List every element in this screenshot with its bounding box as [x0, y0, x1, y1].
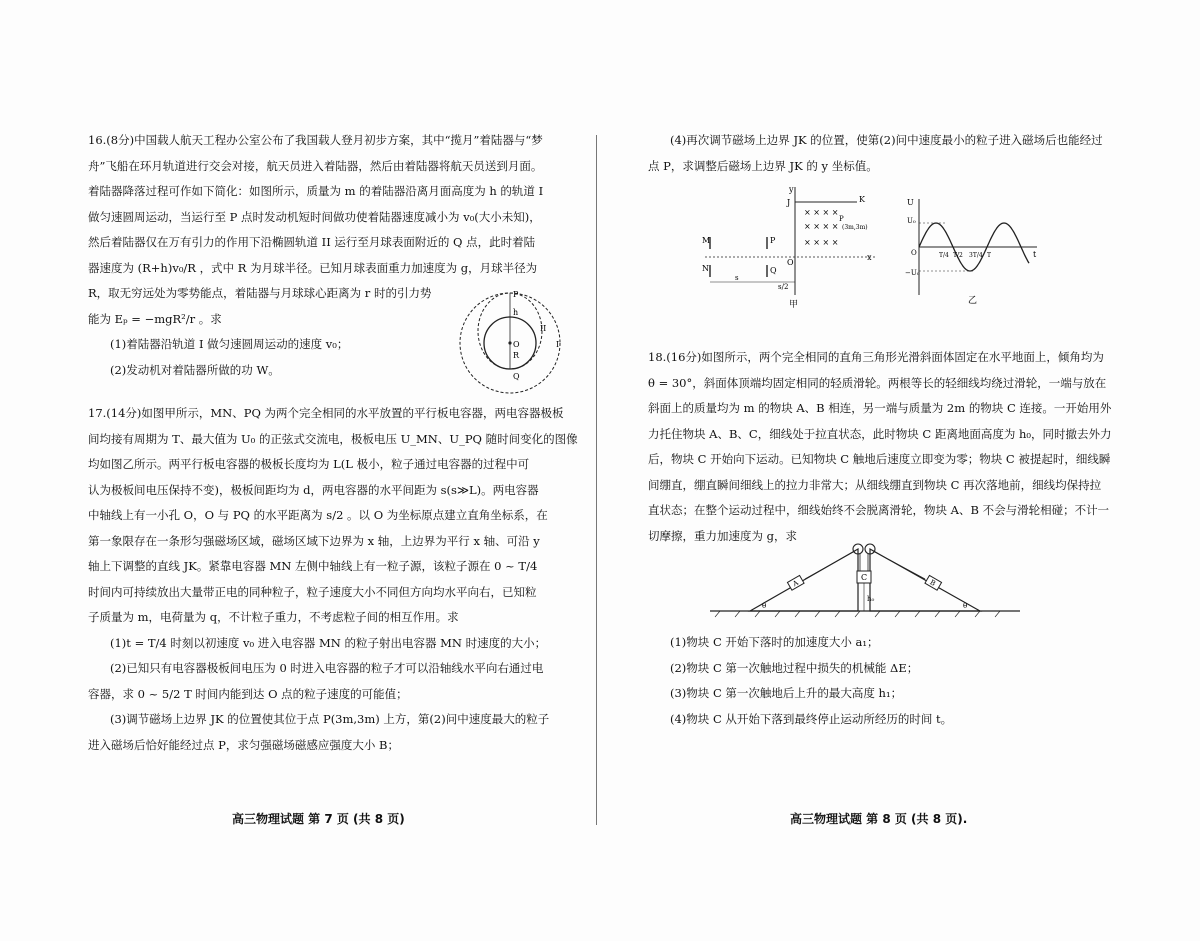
q18-line: 18.(16分)如图所示，两个完全相同的直角三角形光滑斜面体固定在水平地面上，倾角均为	[648, 350, 1104, 364]
left-column	[88, 128, 578, 758]
svg-text:B: B	[928, 578, 937, 588]
orbit-figure	[455, 285, 565, 395]
q16-line: 着陆器降落过程可作如下简化：如图所示，质量为 m 的着陆器沿离月面高度为 h 的轨道 I	[88, 184, 544, 198]
svg-text:× × × ×: × × × ×	[804, 222, 839, 231]
svg-text:h: h	[513, 308, 519, 317]
svg-text:M: M	[702, 236, 711, 245]
svg-text:x: x	[867, 253, 872, 262]
q17-line: 间均接有周期为 T、最大值为 U₀ 的正弦式交流电，极板电压 U_MN、U_PQ 随时间变化的图像	[88, 431, 578, 446]
svg-text:T/4: T/4	[939, 252, 949, 259]
q16-sub: (2)发动机对着陆器所做的功 W。	[110, 362, 280, 377]
svg-text:P: P	[839, 215, 844, 223]
svg-text:T/2: T/2	[953, 252, 963, 259]
q18-sub: (3)物块 C 第一次触地后上升的最大高度 h₁；	[670, 686, 903, 700]
svg-text:J: J	[787, 198, 791, 207]
svg-text:× × × ×: × × × ×	[804, 238, 839, 247]
q17-sub: 容器，求 0 ~ 5/2 T 时间内能到达 O 点的粒子速度的可能值；	[88, 686, 408, 701]
figure-label-yi: 乙	[968, 296, 978, 305]
svg-text:s: s	[735, 274, 739, 282]
q17-line: 均如图乙所示。两平行板电容器的极板长度均为 L(L 极小，粒子通过电容器的过程中可	[88, 457, 530, 471]
q16-line: 然后着陆器仅在万有引力的作用下沿椭圆轨道 II 运行至月球表面附近的 Q 点，此时着陆	[88, 235, 536, 249]
svg-text:O: O	[513, 340, 520, 349]
figure-label-jia: 甲	[789, 300, 799, 310]
svg-text:N: N	[702, 264, 709, 273]
circuit-figure-jia	[695, 185, 885, 310]
q17-line: 中轴线上有一小孔 O，O 与 PQ 的水平距离为 s/2 。以 O 为坐标原点建立直角坐标系，在	[88, 508, 548, 522]
svg-text:Q: Q	[513, 372, 520, 381]
q18-line: 间绷直，绷直瞬间细线上的拉力非常大；从细线绷直到物块 C 再次落地前，细线均保持拉	[648, 477, 1102, 492]
q17-line: 时间内可持续放出大量带正电的同种粒子，粒子速度大小不同但方向均水平向右，已知粒	[88, 584, 537, 599]
q18-line: 直状态；在整个运动过程中，细线始终不会脱离滑轮，物块 A、B 不会与滑轮相碰；不计一	[648, 503, 1110, 517]
svg-text:Q: Q	[770, 266, 777, 275]
svg-text:U₀: U₀	[907, 217, 916, 225]
incline-figure	[705, 535, 1025, 620]
q17-sub: (1)t = T/4 时刻以初速度 v₀ 进入电容器 MN 的粒子射出电容器 MN 时速度的大小；	[110, 635, 547, 650]
svg-text:O: O	[787, 258, 794, 267]
svg-text:U: U	[907, 198, 914, 207]
page-footer-right: 高三物理试题 第 8 页 (共 8 页).	[790, 812, 968, 826]
svg-text:y: y	[789, 185, 794, 194]
q16-line: 做匀速圆周运动，当运行至 P 点时发动机短时间做功使着陆器速度减小为 v₀(大小未知)，	[88, 209, 541, 224]
q16-line: R，取无穷远处为零势能点，着陆器与月球球心距离为 r 时的引力势	[88, 286, 432, 300]
q17-line: 17.(14分)如图甲所示，MN、PQ 为两个完全相同的水平放置的平行板电容器，两电容器极板	[88, 406, 564, 420]
q16-line: 器速度为 (R+h)v₀/R ，式中 R 为月球半径。已知月球表面重力加速度为 g，月球半径为	[88, 260, 538, 275]
q17-block	[88, 401, 578, 758]
svg-text:(3m,3m): (3m,3m)	[842, 224, 868, 231]
svg-text:θ: θ	[762, 602, 767, 610]
q18-line: 切摩擦，重力加速度为 g，求	[648, 528, 798, 543]
q16-sub: (1)着陆器沿轨道 I 做匀速圆周运动的速度 v₀；	[110, 337, 349, 351]
svg-text:I: I	[556, 340, 560, 349]
q17-cont: 点 P，求调整后磁场上边界 JK 的 y 坐标值。	[648, 158, 878, 173]
q17-line: 轴上下调整的直线 JK。紧靠电容器 MN 左侧中轴线上有一粒子源，该粒子源在 0 ~ T/4	[88, 559, 538, 573]
q17-line: 认为极板间电压保持不变)，极板间距均为 d，两电容器的水平间距为 s(s≫L)。两电容器	[88, 482, 539, 497]
svg-text:C: C	[861, 573, 868, 582]
svg-text:h₀: h₀	[867, 595, 875, 603]
svg-text:K: K	[859, 195, 865, 204]
q18-sub: (1)物块 C 开始下落时的加速度大小 a₁；	[670, 635, 879, 649]
q17-sub: (2)已知只有电容器极板间电压为 0 时进入电容器的粒子才可以沿轴线水平向右通过电	[110, 661, 544, 675]
svg-text:A: A	[791, 578, 800, 589]
svg-text:θ: θ	[963, 602, 968, 610]
q18-line: θ = 30°，斜面体顶端均固定相同的轻质滑轮。两根等长的轻细线均绕过滑轮，一端与放在	[648, 375, 1107, 390]
q17-sub: 进入磁场后恰好能经过点 P，求匀强磁场磁感应强度大小 B；	[88, 737, 399, 752]
svg-text:P: P	[770, 236, 776, 245]
voltage-graph-yi	[905, 195, 1045, 305]
q16-line: 舟”飞船在环月轨道进行交会对接，航天员进入着陆器，然后由着陆器将航天员送到月面。	[88, 158, 543, 173]
right-column	[648, 128, 1118, 179]
svg-text:−U₀: −U₀	[905, 269, 920, 277]
q17-line: 子质量为 m，电荷量为 q，不计粒子重力，不考虑粒子间的相互作用。求	[88, 610, 459, 624]
svg-text:P: P	[513, 290, 519, 299]
svg-text:II: II	[540, 324, 547, 333]
q18-sub: (2)物块 C 第一次触地过程中损失的机械能 ΔE；	[670, 660, 919, 675]
svg-text:× × × ×: × × × ×	[804, 208, 839, 217]
q18-sub: (4)物块 C 从开始下落到最终停止运动所经历的时间 t。	[670, 711, 953, 726]
svg-text:t: t	[1033, 250, 1037, 259]
svg-text:R: R	[513, 351, 520, 360]
q17-cont: (4)再次调节磁场上边界 JK 的位置，使第(2)问中速度最小的粒子进入磁场后也能经过	[670, 133, 1103, 147]
page-footer-left: 高三物理试题 第 7 页 (共 8 页)	[232, 812, 405, 826]
svg-text:3T/4: 3T/4	[969, 252, 983, 259]
q18-line: 力托住物块 A、B、C，细线处于拉直状态，此时物块 C 距离地面高度为 h₀，同时撤去外力	[648, 426, 1112, 441]
svg-text:T: T	[987, 252, 992, 259]
q18-block	[648, 345, 1118, 549]
q17-sub: (3)调节磁场上边界 JK 的位置使其位于点 P(3m,3m) 上方，第(2)问中速度最大的粒子	[110, 712, 550, 726]
svg-text:s/2: s/2	[778, 283, 789, 291]
q16-line: 16.(8分)中国载人航天工程办公室公布了我国载人登月初步方案，其中“揽月”着陆器与“梦	[88, 133, 543, 147]
svg-text:O: O	[911, 249, 917, 257]
q17-line: 第一象限存在一条形匀强磁场区域，磁场区域下边界为 x 轴，上边界为平行 x 轴、可沿 y	[88, 533, 540, 548]
q18-line: 斜面上的质量均为 m 的物块 A、B 相连，另一端与质量为 2m 的物块 C 连接。一开始用外	[648, 401, 1112, 415]
q16-line: 能为 Eₚ = −mgR²/r 。求	[88, 311, 222, 326]
q18-sub-block	[648, 630, 1118, 732]
column-divider	[596, 135, 597, 825]
q18-line: 后，物块 C 开始向下运动。已知物块 C 触地后速度立即变为零；物块 C 被提起时，细线瞬	[648, 452, 1111, 466]
